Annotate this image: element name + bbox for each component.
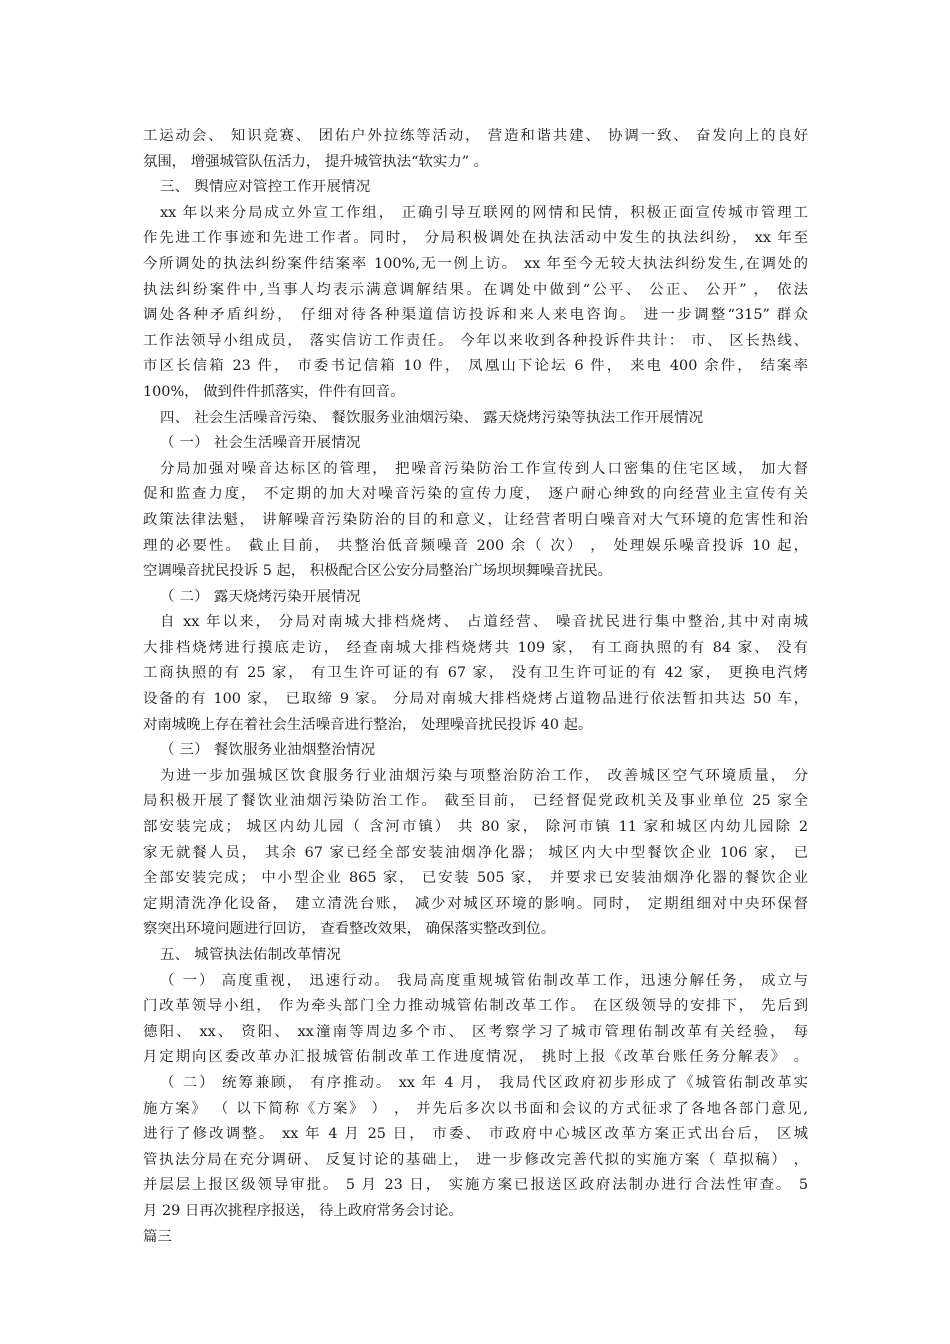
subsection-heading: （ 二） 露天烧烤污染开展情况 [160,588,361,605]
text-line: 作先进工作事迹和先进工作者。同时， 分局积极调处在执法活动中发生的执法纠纷， xx 年至 [143,230,808,247]
section-heading: 三、 舆情应对管控工作开展情况 [160,179,371,196]
text-line: 调处各种矛盾纠纷， 仔细对待各种渠道信访投诉和来人来电咨询。 进一步调整“315” 群众 [143,307,808,324]
text-line: 德阳、 xx、 资阳、 xx潼南等周边多个市、 区考察学习了城市管理佑制改革有关经验， 每 [143,1023,808,1040]
section-heading: 四、 社会生活噪音污染、 餐饮服务业油烟污染、 露天烧烤污染等执法工作开展情况 [160,409,704,426]
text-line: 月定期向区委改革办汇报城管佑制改革工作进度情况， 挑时上报《改革台账任务分解表》 。 [143,1049,808,1066]
text-line: 执法纠纷案件中,当事人均表示满意调解结果。在调处中做到“公平、 公正、 公开” ， 依法 [143,281,808,298]
text-line: 政策法律法魁， 讲解噪音污染防治的目的和意义，让经营者明白噪音对大气环境的危害性和治 [143,511,808,528]
paragraph-first-line: 自 xx 年以来， 分局对南城大排档烧烤、 占道经营、 噪音扰民进行集中整治,其中对南城 [160,614,808,631]
text-line: 门改革领导小组， 作为牵头部门全力推动城管佑制改革工作。 在区级领导的安排下， 先后到 [143,998,808,1015]
text-line: 理的必要性。 截止目前， 共整治低音频噪音 200 余（ 次） ， 处理娱乐噪音投诉 10 起， [143,537,808,554]
text-line: 定期清洗净化设备， 建立清洗台账， 减少对城区环境的影响。同时， 定期组细对中央环保督 [143,895,808,912]
text-line: 进行了修改调整。 xx 年 4 月 25 日， 市委、 市政府中心城区改革方案正式出台后， 区城 [143,1126,808,1143]
text-line: 全部安装完成； 中小型企业 865 家， 已安装 505 家， 并要求已安装油烟净化器的餐饮企业 [143,870,808,887]
text-line: 空调噪音扰民投诉 5 起， 积极配合区公安分局整治广场坝坝舞噪音扰民。 [143,563,612,580]
subsection-heading: （ 三） 餐饮服务业油烟整治情况 [160,742,376,759]
paragraph-first-line: （ 一） 高度重视， 迅速行动。 我局高度重规城管佑制改革工作，迅速分解任务， 成立与 [160,972,808,989]
text-line: 市区长信箱 23 件， 市委书记信箱 10 件， 凤凰山下论坛 6 件， 来电 400 余件， 结案率 [143,358,808,375]
text-line: 部安装完成； 城区内幼儿园（ 含河市镇） 共 80 家， 除河市镇 11 家和城区内幼儿园除 2 [143,819,808,836]
paragraph-first-line: （ 二） 统筹兼顾， 有序推动。 xx 年 4 月， 我局代区政府初步形成了《城管佑制改革实 [160,1074,808,1091]
text-line: 100%， 做到件件抓落实，件件有回音。 [143,383,405,400]
text-line: 家无就餐人员， 其余 67 家已经全部安装油烟净化器； 城区内大中型餐饮企业 106 家， 已 [143,844,808,861]
text-line: 工运动会、 知识竞赛、 团佑户外拉练等活动， 营造和谐共建、 协调一致、 奋发向上的良好 [143,128,808,144]
paragraph-first-line: 为进一步加强城区饮食服务行业油烟污染与项整治防治工作， 改善城区空气环境质量， 分 [160,767,808,784]
text-line: 局积极开展了餐饮业油烟污染防治工作。 截至目前， 已经督促党政机关及事业单位 25 家全 [143,793,808,810]
section-heading: 五、 城管执法佑制改革情况 [160,947,342,963]
document-page [143,124,808,1250]
text-line: 管执法分局在充分调研、 反复讨论的基础上， 进一步修改完善代拟的实施方案（ 草拟稿） ， [143,1151,808,1168]
text-line: 大排档烧烤进行摸底走访， 经查南城大排档烧烤共 109 家， 有工商执照的有 84 家、 没有 [143,639,808,656]
text-line: 设备的有 100 家， 已取缔 9 家。 分局对南城大排档烧烤占道物品进行依法暂扣共达 50 车， [143,691,808,708]
text-line: 工作法领导小组成员， 落实信访工作责任。 今年以来收到各种投诉件共计： 市、 区长热线、 [143,332,808,349]
text-line: 月 29 日再次挑程序报送， 待上政府常务会讨论。 [143,1202,463,1219]
text-line: 促和监查力度， 不定期的加大对噪音污染的宣传力度， 逐户耐心绅致的向经营业主宣传有关 [143,486,808,503]
text-line: 对南城晚上存在着社会生活噪音进行整治， 处理噪音扰民投诉 40 起。 [143,716,593,733]
section-label: 篇三 [143,1228,172,1245]
subsection-heading: （ 一） 社会生活噪音开展情况 [160,435,361,452]
text-line: 施方案》 （ 以下简称《方案》 ） ， 并先后多次以书面和会议的方式征求了各地各部门意见, [143,1100,808,1117]
text-line: 并层层上报区级领导审批。 5 月 23 日， 实施方案已报送区政府法制办进行合法性审查。 5 [143,1177,808,1194]
paragraph-first-line: 分局加强对噪音达标区的管理， 把噪音污染防治工作宣传到人口密集的住宅区域， 加大督 [160,460,808,477]
text-line: 工商执照的有 25 家， 有卫生许可证的有 67 家， 没有卫生许可证的有 42 家， 更换电汽烤 [143,665,808,682]
text-line: 察突出环境问题进行回访， 查看整改效果， 确保落实整改到位。 [143,921,556,938]
text-line: 今所调处的执法纠纷案件结案率 100%,无一例上访。 xx 年至今无较大执法纠纷发生,在调处的 [143,255,808,272]
paragraph-first-line: xx 年以来分局成立外宣工作组， 正确引导互联网的网情和民情，积极正面宣传城市管理工 [160,204,808,221]
text-line: 氛围， 增强城管队伍活力， 提升城管执法“软实力” 。 [143,153,489,170]
